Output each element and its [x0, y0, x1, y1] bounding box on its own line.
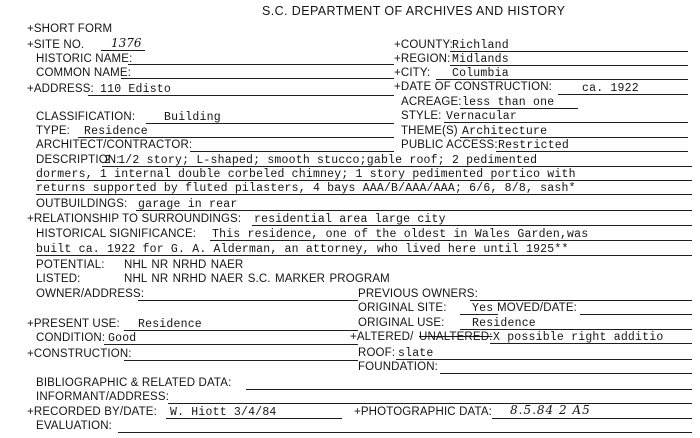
original-use-value: Residence — [472, 317, 536, 330]
county-value: Richland — [452, 39, 509, 52]
historic-name-label: HISTORIC NAME: — [36, 53, 133, 65]
county-label: +COUNTY: — [394, 39, 454, 51]
photographic-data-label: +PHOTOGRAPHIC DATA: — [354, 406, 492, 418]
style-value: Vernacular — [446, 110, 518, 123]
informant-label: INFORMANT/ADDRESS: — [36, 391, 170, 403]
outbuildings-line — [136, 210, 692, 211]
original-site-label: ORIGINAL SITE: — [358, 302, 447, 314]
significance-line-2: built ca. 1922 for G. A. Alderman, an attorney, who lived here until 1925** — [36, 243, 569, 256]
recorded-by-label: +RECORDED BY/DATE: — [27, 406, 157, 418]
themes-value: Architecture — [462, 125, 548, 138]
condition-line — [104, 344, 358, 345]
style-line — [444, 122, 688, 123]
style-label: STYLE: — [401, 110, 442, 122]
classification-value: Building — [164, 111, 221, 124]
outbuildings-label: OUTBUILDINGS: — [36, 198, 128, 210]
altered-line — [490, 343, 692, 344]
relationship-line — [252, 225, 692, 226]
evaluation-label: EVALUATION: — [36, 420, 112, 432]
classification-label: CLASSIFICATION: — [36, 111, 136, 123]
relationship-value: residential area large city — [254, 213, 446, 226]
county-line — [450, 51, 688, 52]
architect-line — [190, 151, 394, 152]
photographic-data-line — [492, 418, 692, 419]
outbuildings-value: garage in rear — [138, 198, 238, 211]
significance-line-1: This residence, one of the oldest in Wales Garden,was — [212, 228, 589, 241]
condition-label: CONDITION: — [36, 332, 106, 344]
altered-label: +ALTERED/ — [350, 331, 414, 343]
roof-line — [396, 359, 692, 360]
present-use-value: Residence — [138, 318, 202, 331]
foundation-label: FOUNDATION: — [358, 361, 439, 373]
address-value: 110 Edisto — [100, 83, 172, 96]
date-of-construction-label: +DATE OF CONSTRUCTION: — [394, 81, 553, 93]
roof-value: slate — [398, 347, 434, 360]
potential-label: POTENTIAL: — [36, 259, 105, 271]
site-no-label: +SITE NO. — [27, 39, 85, 51]
original-use-line — [460, 329, 692, 330]
region-line — [450, 65, 688, 66]
city-label: +CITY: — [394, 67, 431, 79]
owner-address-line — [138, 300, 358, 301]
date-of-construction-line — [558, 94, 688, 95]
address-label: +ADDRESS: — [27, 83, 94, 95]
previous-owners-line — [470, 300, 692, 301]
public-access-line — [496, 151, 688, 152]
unaltered-struck-label: UNALTERED: — [419, 331, 493, 343]
historic-name-line — [128, 64, 394, 65]
bibliographic-label: BIBLIOGRAPHIC & RELATED DATA: — [36, 377, 232, 389]
short-form-label: +SHORT FORM — [27, 23, 113, 35]
present-use-line — [124, 330, 358, 331]
construction-label: +CONSTRUCTION: — [27, 348, 132, 360]
region-value: Midlands — [452, 53, 509, 66]
relationship-label: +RELATIONSHIP TO SURROUNDINGS: — [27, 213, 242, 225]
present-use-label: +PRESENT USE: — [27, 318, 120, 330]
type-label: TYPE: — [36, 125, 70, 137]
type-value: Residence — [84, 125, 148, 138]
description-label: DESCRIPTION: — [36, 154, 120, 166]
description-rule-3 — [36, 194, 692, 195]
site-no-value: 1376 — [111, 36, 142, 50]
listed-options: NHL NR NRHD NAER S.C. MARKER PROGRAM — [124, 273, 390, 285]
public-access-label: PUBLIC ACCESS: — [401, 139, 498, 151]
bibliographic-line — [246, 389, 692, 390]
moved-date-line — [580, 314, 692, 315]
photographic-data-value: 8.5.84 2 A5 — [510, 403, 591, 417]
description-line-3: returns supported by fluted pilasters, 4 bays AAA/B/AAA/AAA; 6/6, 8/8, sash* — [36, 182, 576, 195]
site-no-line — [101, 50, 145, 51]
acreage-label: ACREAGE: — [401, 96, 462, 108]
significance-rule-2 — [36, 255, 692, 256]
potential-options: NHL NR NRHD NAER — [124, 259, 244, 271]
recorded-by-line — [166, 418, 342, 419]
roof-label: ROOF: — [358, 347, 396, 359]
original-site-value: Yes — [472, 302, 494, 315]
city-value: Columbia — [452, 67, 509, 80]
original-use-label: ORIGINAL USE: — [358, 317, 445, 329]
significance-rule-1 — [210, 240, 692, 241]
themes-line — [460, 137, 688, 138]
themes-label: THEME(S) — [401, 125, 458, 137]
previous-owners-label: PREVIOUS OWNERS: — [358, 288, 478, 300]
original-site-line — [460, 314, 498, 315]
region-label: +REGION: — [394, 53, 451, 65]
informant-line — [168, 403, 692, 404]
acreage-value: less than one — [462, 96, 555, 109]
description-line-1: 2 1/2 story; L-shaped; smooth stucco;gable roof; 2 pedimented — [104, 154, 538, 167]
description-rule-2 — [36, 180, 692, 181]
type-line — [78, 137, 394, 138]
classification-line — [146, 123, 394, 124]
foundation-line — [440, 373, 692, 374]
altered-value: X possible right additio — [493, 331, 664, 344]
owner-address-label: OWNER/ADDRESS: — [36, 288, 145, 300]
city-line — [436, 79, 688, 80]
public-access-value: Restricted — [498, 139, 570, 152]
recorded-by-value: W. Hiott 3/4/84 — [170, 406, 277, 419]
construction-line — [124, 360, 358, 361]
common-name-label: COMMON NAME: — [36, 67, 132, 79]
condition-value: Good — [108, 332, 137, 345]
listed-label: LISTED: — [36, 273, 81, 285]
description-rule-1 — [102, 166, 692, 167]
significance-label: HISTORICAL SIGNIFICANCE: — [36, 228, 197, 240]
architect-label: ARCHITECT/CONTRACTOR: — [36, 139, 193, 151]
address-line — [88, 95, 394, 96]
description-line-2: dormers, 1 internal double corbeled chimney; 1 story pedimented portico with — [36, 168, 576, 181]
page-title: S.C. DEPARTMENT OF ARCHIVES AND HISTORY — [262, 4, 566, 18]
moved-date-label: MOVED/DATE: — [497, 302, 578, 314]
acreage-line — [460, 108, 578, 109]
evaluation-line — [118, 432, 692, 433]
date-of-construction-value: ca. 1922 — [582, 82, 639, 95]
common-name-line — [121, 78, 394, 79]
